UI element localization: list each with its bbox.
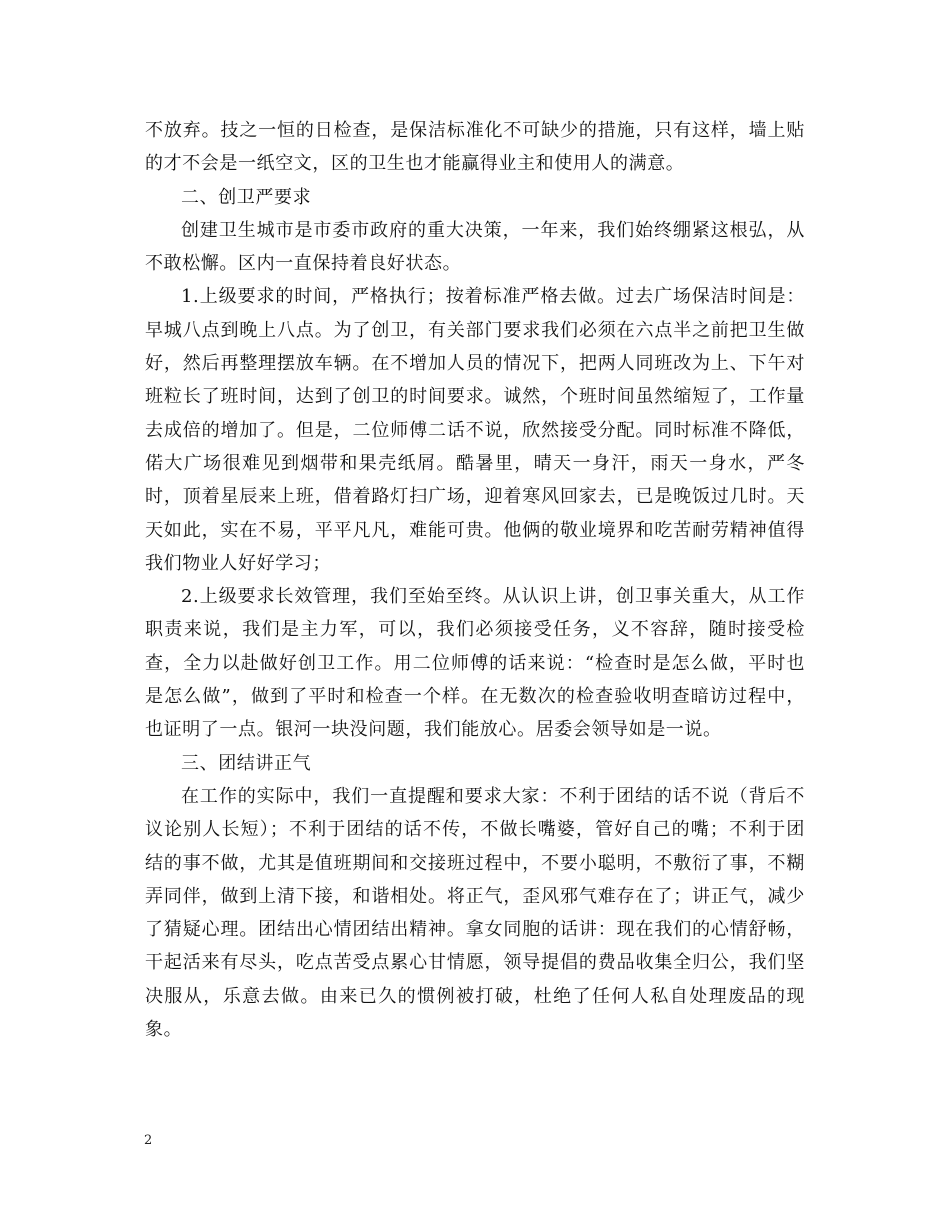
body-paragraph: 创建卫生城市是市委市政府的重大决策，一年来，我们始终绷紧这根弘，从不敢松懈。区内一直保持着良好状态。: [145, 219, 805, 275]
document-body: [145, 114, 805, 1046]
section-heading-2: 二、创卫严要求: [181, 186, 312, 208]
page-number: 2: [144, 1133, 153, 1148]
section-heading-3: 三、团结讲正气: [181, 752, 312, 774]
list-item-2: 2.上级要求长效管理，我们至始至终。从认识上讲，创卫事关重大，从工作职责来说，我们是主力军，可以，我们必须接受任务，义不容辞，随时接受检查，全力以赴做好创卫工作。用二位师傅的话来说：“检查时是怎么做，平时也是怎么做”，做到了平时和检查一个样。在无数次的检查验收明查暗访过程中，也证明了一点。银河一块没问题，我们能放心。居委会领导如是一说。: [145, 586, 805, 741]
list-item-1: 1.上级要求的时间，严格执行；按着标准严格去做。过去广场保洁时间是：早城八点到晚上八点。为了创卫，有关部门要求我们必须在六点半之前把卫生做好，然后再整理摆放车辆。在不增加人员的情况下，把两人同班改为上、下午对班粒长了班时间，达到了创卫的时间要求。诚然，个班时间虽然缩短了，工作量去成倍的增加了。但是，二位师傅二话不说，欣然接受分配。同时标准不降低，偌大广场很难见到烟带和果壳纸屑。酷暑里，晴天一身汗，雨天一身水，严冬时，顶着星辰来上班，借着路灯扫广场，迎着寒风回家去，已是晚饭过几时。天天如此，实在不易，平平凡凡，难能可贵。他俩的敬业境界和吃苦耐劳精神值得我们物业人好好学习；: [145, 286, 805, 574]
body-paragraph: 在工作的实际中，我们一直提醒和要求大家：不利于团结的话不说（背后不议论别人长短）；不利于团结的话不传，不做长嘴婆，管好自己的嘴；不利于团结的事不做，尤其是值班期间和交接班过程中，不要小聪明，不敷衍了事，不糊弄同伴，做到上清下接，和谐相处。将正气，歪风邪气难存在了；讲正气，减少了猜疑心理。团结出心情团结出精神。拿女同胞的话讲：现在我们的心情舒畅，干起活来有尽头，吃点苦受点累心甘情愿，领导提倡的费品收集全归公，我们坚决服从，乐意去做。由来已久的惯例被打破，杜绝了任何人私自处理废品的现象。: [145, 785, 805, 1041]
body-paragraph-continued: 不放弃。技之一恒的日检查，是保洁标准化不可缺少的措施，只有这样，墙上贴的才不会是一纸空文，区的卫生也才能赢得业主和使用人的满意。: [145, 120, 805, 175]
